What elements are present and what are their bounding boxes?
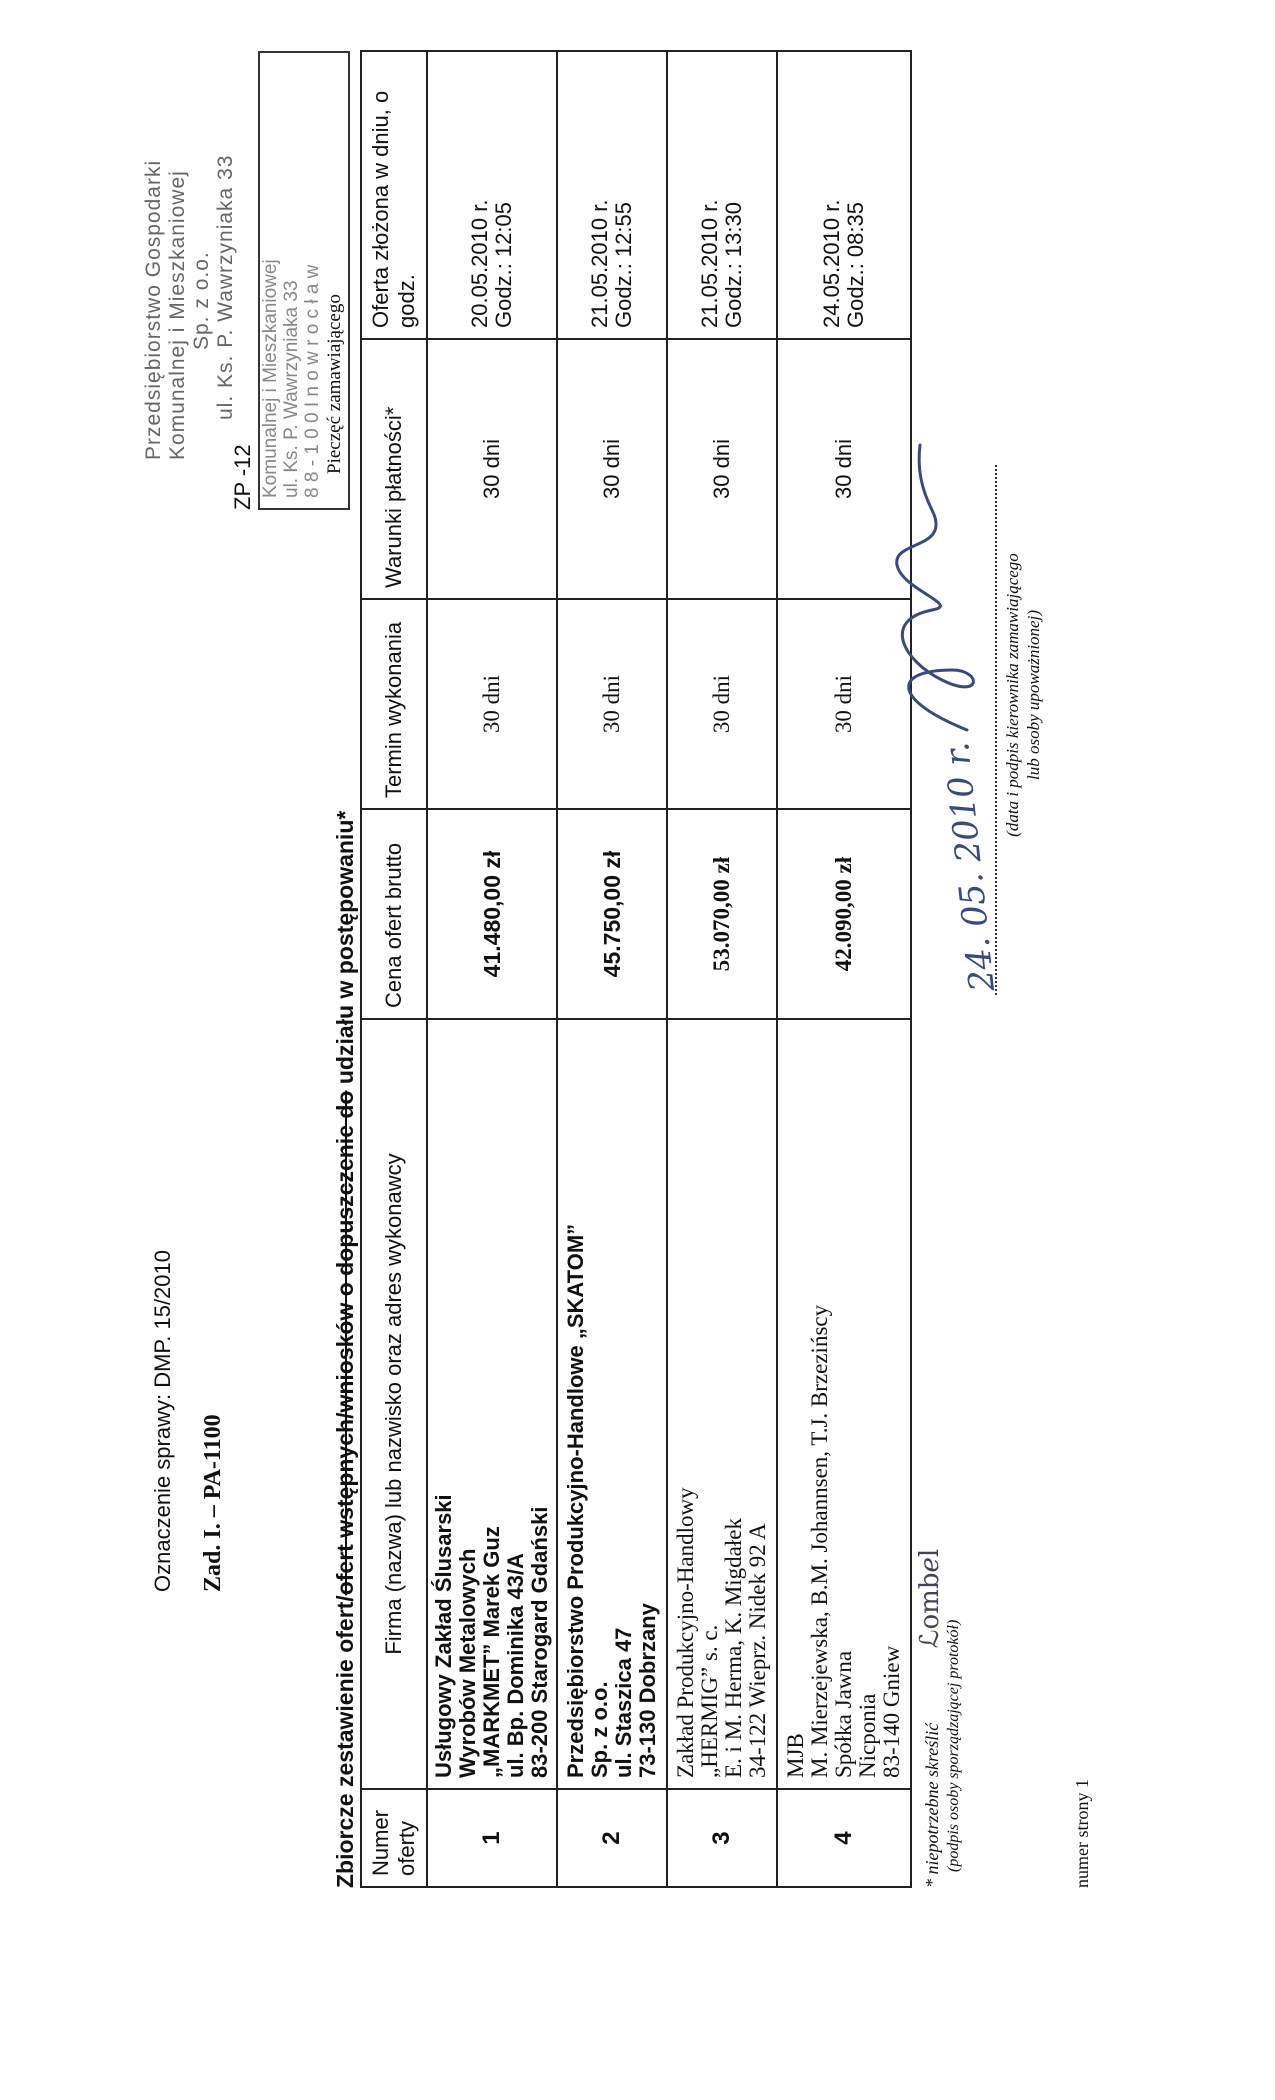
firm-line: 34-122 Wieprz. Nidek 92 A <box>745 1523 770 1778</box>
offer-number: 2 <box>557 1789 667 1887</box>
submitted-time: Godz.: 12:05 <box>491 202 516 328</box>
title-prefix: Zbiorcze zestawienie ofert/ <box>332 1595 358 1888</box>
firm-line: Wyrobów Metalowych <box>455 1548 480 1778</box>
stamp-line: Komunalnej i Mieszkaniowej <box>166 170 189 460</box>
title-suffix: udziału w postępowaniu* <box>332 810 358 1091</box>
firm-line: ul. Bp. Dominika 43/A <box>503 1553 528 1778</box>
stamp-line: Przedsiębiorstwo Gospodarki <box>142 159 165 460</box>
offer-deadline: 30 dni <box>667 599 777 809</box>
company-stamp <box>142 20 238 460</box>
submitted-date: 24.05.2010 r. <box>819 199 844 328</box>
offer-price: 53.070,00 zł <box>667 809 777 1019</box>
table-row <box>667 51 777 1887</box>
offer-payment: 30 dni <box>667 339 777 599</box>
approval-caption-line: lub osoby upoważnionej) <box>1024 610 1043 780</box>
page-number: numer strony 1 <box>1072 1779 1092 1888</box>
offer-number: 3 <box>667 1789 777 1887</box>
firm-line: MJB <box>783 1733 808 1778</box>
submitted-date: 20.05.2010 r. <box>467 199 492 328</box>
submitted-time: Godz.: 12:55 <box>611 202 636 328</box>
offer-price: 42.090,00 zł <box>777 809 911 1019</box>
title-struck-text: ofert wstępnych/wniosków o dopuszczenie do <box>332 1090 358 1596</box>
firm-line: „HERMIG” s. c. <box>697 1624 722 1778</box>
firm-line: „MARKMET” Marek Guz <box>479 1526 504 1778</box>
preparer-signature: ℒombℯl <box>915 1548 945 1649</box>
header-firm: Firma (nazwa) lub nazwisko oraz adres wykonawcy <box>361 1019 427 1789</box>
stamp-ghost-line: 8 8 - 1 0 0 I n o w r o c ł a w <box>302 264 323 498</box>
offer-submitted <box>777 51 911 339</box>
stamp-caption: Pieczęć zamawiającego <box>324 290 346 478</box>
offer-number: 1 <box>427 1789 557 1887</box>
approval-signature <box>872 440 992 740</box>
stamp-ghost-line: Komunalnej i Mieszkaniowej <box>260 259 281 498</box>
footnote-signature-caption: (podpis osoby sporządzającej protokół) <box>945 1619 962 1872</box>
firm-line: M. Mierzejewska, B.M. Johannsen, T.J. Brzezińscy <box>807 1304 832 1778</box>
header-payment: Warunki płatności* <box>361 339 427 599</box>
ordering-party-stamp-box <box>258 51 350 510</box>
offer-number: 4 <box>777 1789 911 1887</box>
header-price: Cena ofert brutto <box>361 809 427 1019</box>
footnote <box>915 1549 945 1888</box>
offer-firm <box>427 1019 557 1789</box>
offer-firm <box>667 1019 777 1789</box>
offer-firm <box>777 1019 911 1789</box>
offer-price: 45.750,00 zł <box>557 809 667 1019</box>
stamp-line: Sp. z o.o. <box>190 251 213 350</box>
firm-line: E. i M. Herma, K. Migdałek <box>721 1518 746 1778</box>
offer-payment: 30 dni <box>427 339 557 599</box>
firm-line: Usługowy Zakład Ślusarski <box>431 1494 456 1778</box>
firm-line: Przedsiębiorstwo Produkcyjno-Handlowe „SKATOM” <box>563 1223 588 1778</box>
offer-deadline: 30 dni <box>777 599 911 809</box>
firm-line: 83-200 Starogard Gdański <box>527 1506 552 1778</box>
footnote-text: * niepotrzebne skreślić <box>922 1722 942 1888</box>
submitted-date: 21.05.2010 r. <box>587 199 612 328</box>
offer-deadline: 30 dni <box>557 599 667 809</box>
firm-line: ul. Staszica 47 <box>611 1627 636 1778</box>
firm-line: 83-140 Gniew <box>879 1645 904 1778</box>
offer-deadline: 30 dni <box>427 599 557 809</box>
offer-price: 41.480,00 zł <box>427 809 557 1019</box>
offers-table <box>360 50 912 1888</box>
approval-date: 24. 05. 2010 r. <box>937 740 1003 994</box>
firm-line: Zakład Produkcyjno-Handlowy <box>673 1487 698 1778</box>
case-reference: Oznaczenie sprawy: DMP. 15/2010 <box>150 1250 175 1592</box>
table-row <box>557 51 667 1887</box>
firm-line: Sp. z o.o. <box>587 1681 612 1778</box>
header-submitted: Oferta złożona w dniu, o godz. <box>361 51 427 339</box>
offer-payment: 30 dni <box>557 339 667 599</box>
table-row <box>777 51 911 1887</box>
table-header-row <box>361 51 427 1887</box>
approval-signature-line <box>995 465 997 995</box>
table-row <box>427 51 557 1887</box>
firm-line: Spółka Jawna <box>831 1650 856 1778</box>
submitted-date: 21.05.2010 r. <box>697 199 722 328</box>
header-deadline: Termin wykonania <box>361 599 427 809</box>
stamp-ghost-line: ul. Ks. P. Wawrzyniaka 33 <box>281 280 302 498</box>
approval-caption-line: (data i podpis kierownika zamawiającego <box>1003 553 1022 837</box>
task-reference: Zad. I. – PA-1100 <box>200 1414 226 1592</box>
offer-payment: 30 dni <box>777 339 911 599</box>
submitted-time: Godz.: 08:35 <box>843 202 868 328</box>
approval-caption <box>1002 455 1044 935</box>
stamp-line: ul. Ks. P. Wawrzyniaka 33 <box>214 154 237 420</box>
firm-line: 73-130 Dobrzany <box>635 1603 660 1778</box>
offer-submitted <box>667 51 777 339</box>
form-code: ZP -12 <box>230 444 255 510</box>
table-title <box>332 811 359 1888</box>
offer-submitted <box>427 51 557 339</box>
submitted-time: Godz.: 13:30 <box>721 202 746 328</box>
offer-firm <box>557 1019 667 1789</box>
header-number: Numer oferty <box>361 1789 427 1887</box>
firm-line: Nicponia <box>855 1693 880 1778</box>
offer-submitted <box>557 51 667 339</box>
